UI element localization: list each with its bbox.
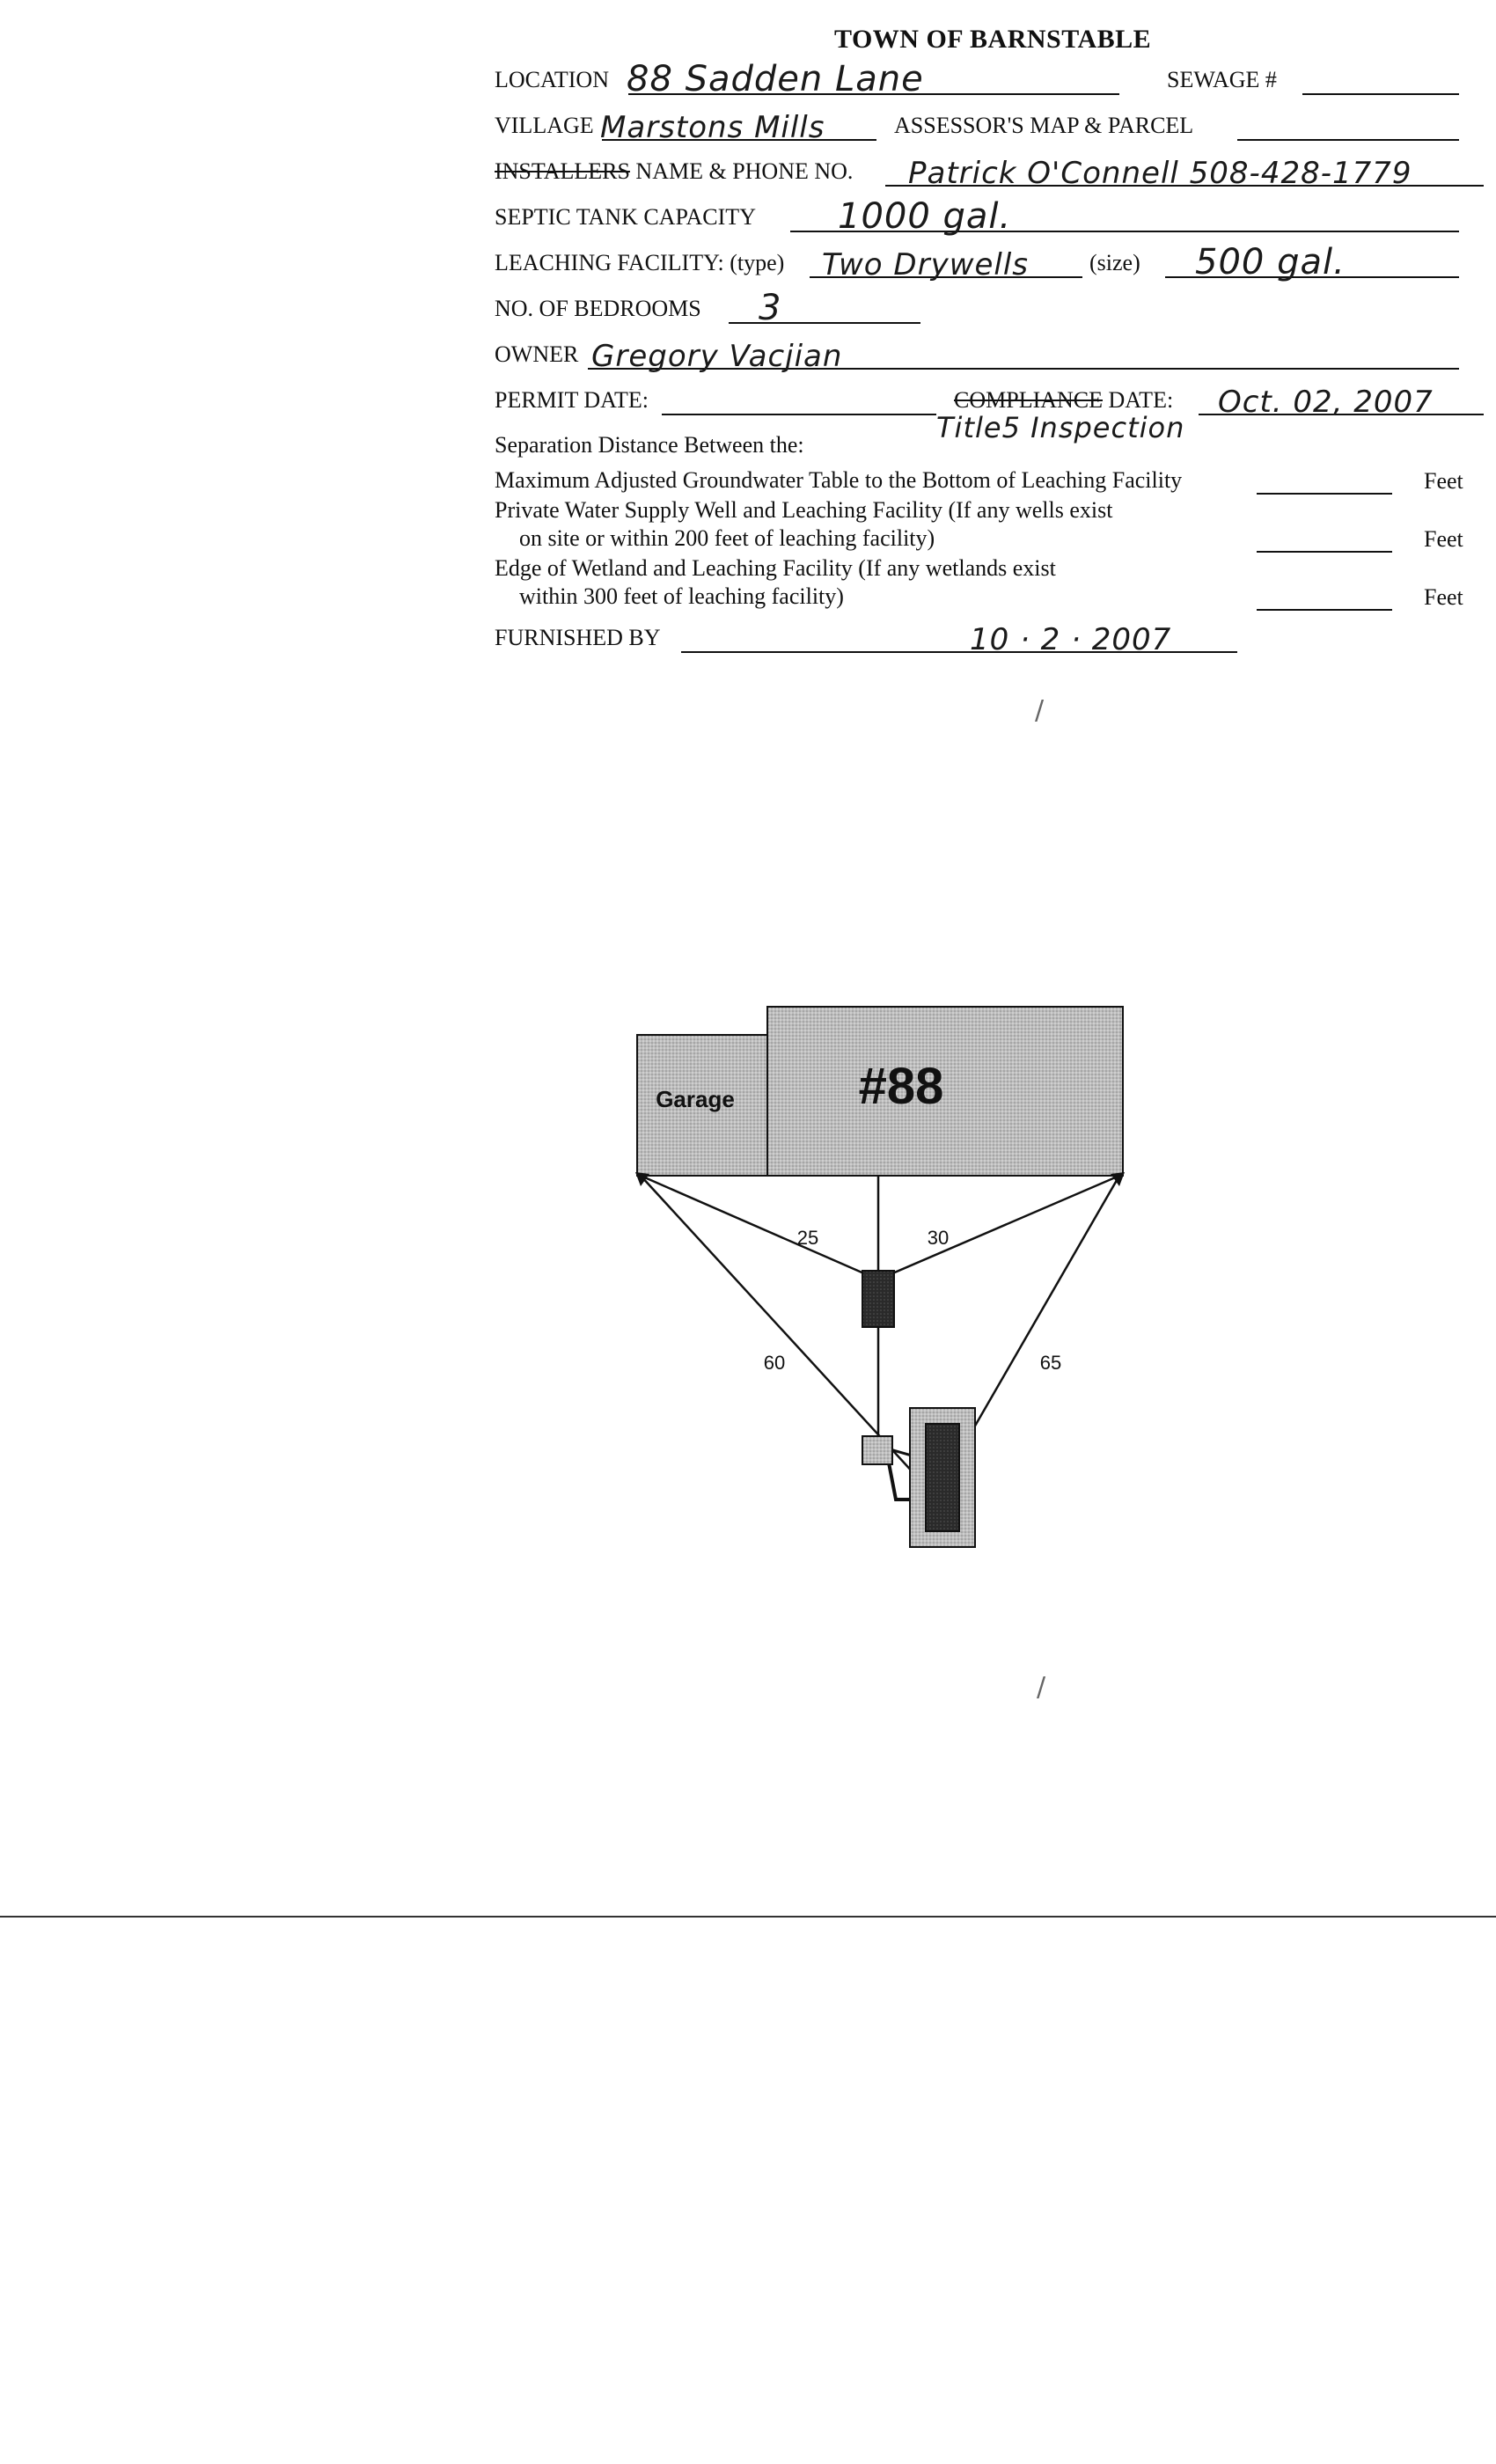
sewage-label: SEWAGE # bbox=[1167, 67, 1277, 92]
house-label: #88 bbox=[858, 1058, 944, 1115]
scan-mark-2: / bbox=[1037, 1672, 1046, 1703]
distance-garage-to-tank: 25 bbox=[796, 1227, 819, 1249]
tank-value[interactable]: 1000 gal. bbox=[838, 196, 1012, 237]
installers-struck-label: INSTALLERS bbox=[495, 158, 630, 184]
garage-label: Garage bbox=[656, 1086, 735, 1112]
distance-house-to-tank: 30 bbox=[927, 1227, 950, 1249]
owner-value[interactable]: Gregory Vacjian bbox=[591, 339, 843, 374]
installer-value[interactable]: Patrick O'Connell 508-428-1779 bbox=[908, 156, 1412, 191]
distribution-box-shape bbox=[862, 1436, 892, 1464]
compliance-note: Title5 Inspection bbox=[936, 411, 1185, 444]
separation-row-2-unit: Feet bbox=[1424, 526, 1463, 552]
leaching-type-value[interactable]: Two Drywells bbox=[822, 247, 1030, 282]
bedrooms-value[interactable]: 3 bbox=[759, 288, 782, 328]
village-value[interactable]: Marstons Mills bbox=[600, 110, 825, 145]
separation-row-3-text-2: within 300 feet of leaching facility) bbox=[519, 583, 844, 609]
distance-house-to-drywell: 65 bbox=[1039, 1352, 1062, 1374]
assessor-label: ASSESSOR'S MAP & PARCEL bbox=[894, 113, 1194, 138]
village-label: VILLAGE bbox=[495, 113, 594, 138]
page-divider bbox=[0, 1916, 1496, 1918]
septic-tank-shape bbox=[862, 1271, 894, 1327]
drywells-shape bbox=[926, 1424, 959, 1531]
compliance-struck-label: COMPLIANCE bbox=[954, 387, 1104, 413]
document-title: TOWN OF BARNSTABLE bbox=[834, 25, 1152, 54]
separation-row-1-unit: Feet bbox=[1424, 468, 1463, 494]
house-shape bbox=[767, 1007, 1123, 1176]
separation-row-3-unit: Feet bbox=[1424, 584, 1463, 610]
separation-row-2-text: Private Water Supply Well and Leaching Facility (If any wells exist bbox=[495, 497, 1113, 523]
furnished-value[interactable]: 10 · 2 · 2007 bbox=[970, 622, 1172, 657]
separation-heading: Separation Distance Between the: bbox=[495, 432, 804, 458]
separation-row-1-text: Maximum Adjusted Groundwater Table to the Bottom of Leaching Facility bbox=[495, 467, 1183, 493]
permit-label: PERMIT DATE: bbox=[495, 387, 649, 413]
leaching-size-value[interactable]: 500 gal. bbox=[1195, 242, 1346, 282]
distance-garage-to-drywell: 60 bbox=[763, 1352, 786, 1374]
tank-label: SEPTIC TANK CAPACITY bbox=[495, 204, 756, 230]
location-label: LOCATION bbox=[495, 67, 609, 92]
compliance-date-label: DATE: bbox=[1103, 387, 1174, 413]
leaching-size-label: (size) bbox=[1089, 250, 1140, 275]
line-house-to-tank bbox=[891, 1176, 1119, 1274]
owner-label: OWNER bbox=[495, 341, 579, 367]
location-value[interactable]: 88 Sadden Lane bbox=[627, 59, 924, 99]
compliance-value[interactable]: Oct. 02, 2007 bbox=[1218, 385, 1434, 420]
line-garage-to-tank bbox=[641, 1176, 866, 1274]
scan-mark-1: / bbox=[1035, 695, 1045, 726]
bedrooms-label: NO. OF BEDROOMS bbox=[495, 296, 701, 321]
leaching-label: LEACHING FACILITY: (type) bbox=[495, 250, 785, 275]
installer-name-phone-label: NAME & PHONE NO. bbox=[629, 158, 854, 184]
furnished-label: FURNISHED BY bbox=[495, 625, 661, 650]
separation-row-2-text-2: on site or within 200 feet of leaching facility) bbox=[519, 525, 935, 551]
separation-row-3-text: Edge of Wetland and Leaching Facility (If any wetlands exist bbox=[495, 555, 1056, 581]
